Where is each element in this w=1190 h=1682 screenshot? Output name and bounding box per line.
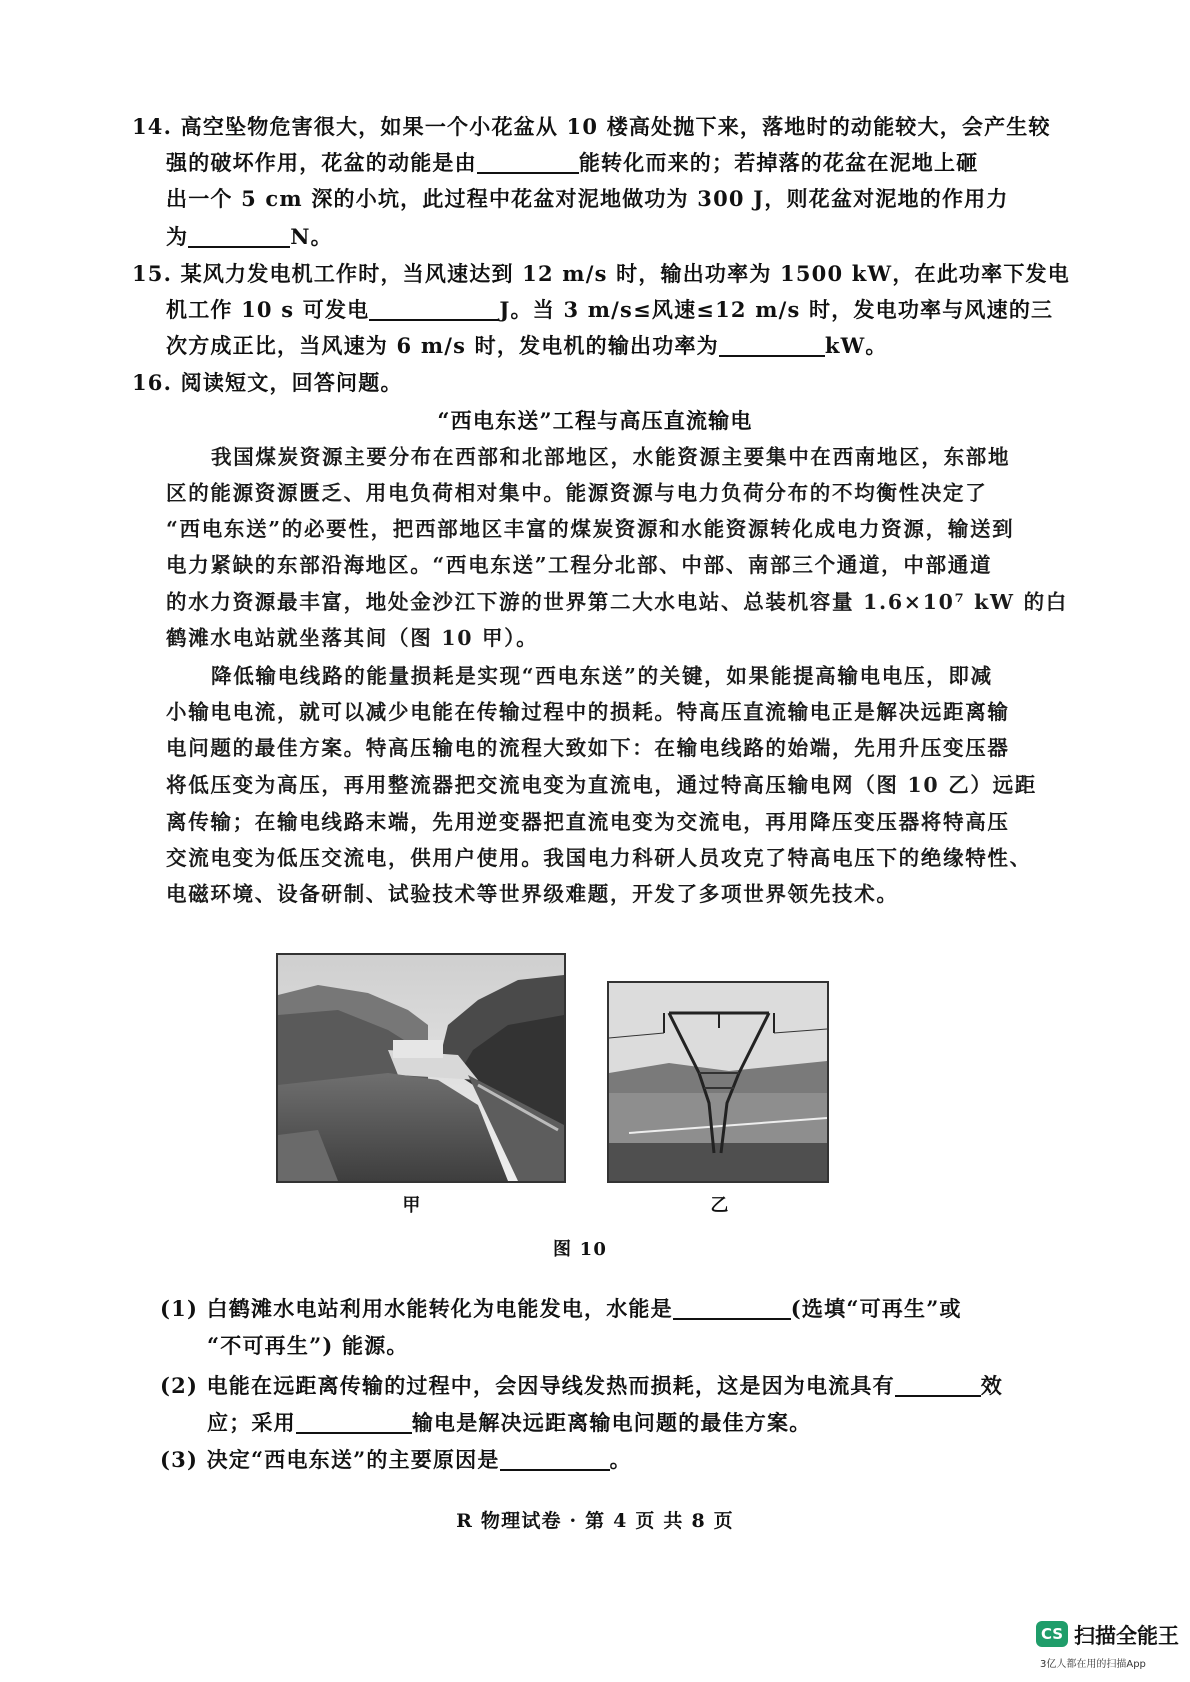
q15-line-1: 15. 某风力发电机工作时，当风速达到 12 m/s 时，输出功率为 1500 kW，在此功率下发电 [132, 261, 1070, 286]
q15-line-3 [166, 331, 888, 361]
p2-line: 降低输电线路的能量损耗是实现“西电东送”的关键，如果能提高输电电压，即减 [211, 664, 993, 688]
dam-photo [276, 953, 566, 1183]
p1-line: 区的能源资源匮乏、用电负荷相对集中。能源资源与电力负荷分布的不均衡性决定了 [166, 481, 988, 505]
sub2-answer-blank-1[interactable] [895, 1394, 981, 1397]
power-tower-photo [607, 981, 829, 1183]
sub2-text: 应；采用 [207, 1410, 296, 1435]
q15-text: J。当 3 m/s≤风速≤12 m/s 时，发电功率与风速的三 [499, 297, 1054, 322]
p1-line: 的水力资源最丰富，地处金沙江下游的世界第二大水电站、总装机容量 1.6×10⁷ kW 的白 [166, 590, 1068, 614]
p1-line: 我国煤炭资源主要分布在西部和北部地区，水能资源主要集中在西南地区，东部地 [211, 445, 1011, 469]
sub-question-2-cont [207, 1408, 811, 1438]
q14-line-2 [166, 148, 978, 178]
sub1-answer-blank[interactable] [673, 1317, 791, 1320]
dam-photo-svg [278, 955, 564, 1181]
q14-text: 能转化而来的；若掉落的花盆在泥地上砸 [578, 150, 979, 175]
q14-line-4 [166, 222, 333, 252]
p2-line: 电问题的最佳方案。特高压输电的流程大致如下：在输电线路的始端，先用升压变压器 [166, 736, 1010, 760]
q14-line-3: 出一个 5 cm 深的小坑，此过程中花盆对泥地做功为 300 J，则花盆对泥地的作用力 [166, 186, 1009, 211]
page-footer: R 物理试卷 · 第 4 页 共 8 页 [456, 1510, 734, 1532]
p1-line: 鹤滩水电站就坐落其间（图 10 甲）。 [166, 626, 539, 650]
watermark-name: 扫描全能王 [1074, 1624, 1179, 1648]
p2-line: 电磁环境、设备研制、试验技术等世界级难题，开发了多项世界领先技术。 [166, 882, 899, 906]
q15-answer-blank-2[interactable] [719, 354, 825, 357]
figure-caption: 图 10 [552, 1239, 608, 1260]
sub3-text: (3) 决定“西电东送”的主要原因是 [160, 1447, 500, 1472]
p1-line: “西电东送”的必要性，把西部地区丰富的煤炭资源和水能资源转化成电力资源，输送到 [166, 517, 1015, 541]
q14-text: N。 [290, 224, 333, 249]
q16-intro: 16. 阅读短文，回答问题。 [132, 370, 403, 395]
power-tower-svg [609, 983, 827, 1181]
sub-question-1 [160, 1294, 962, 1324]
sub-question-1-cont: “不可再生”) 能源。 [207, 1333, 409, 1358]
sub-question-2 [160, 1371, 1003, 1401]
q14-line-1: 14. 高空坠物危害很大，如果一个小花盆从 10 楼高处抛下来，落地时的动能较大，会产生较 [132, 114, 1051, 139]
q15-answer-blank-1[interactable] [369, 318, 499, 321]
sub-question-3 [160, 1445, 632, 1475]
camscanner-logo-icon: CS [1036, 1621, 1068, 1647]
sub1-text: (选填“可再生”或 [790, 1296, 962, 1321]
q14-answer-blank-1[interactable] [477, 171, 579, 174]
q15-text: kW。 [824, 333, 888, 358]
watermark-tagline: 3亿人都在用的扫描App [1040, 1659, 1146, 1670]
figure-label-a: 甲 [402, 1195, 422, 1216]
q15-text: 机工作 10 s 可发电 [166, 297, 370, 322]
p2-line: 小输电电流，就可以减少电能在传输过程中的损耗。特高压直流输电正是解决远距离输 [166, 700, 1010, 724]
q15-line-2 [166, 295, 1053, 325]
p1-line: 电力紧缺的东部沿海地区。“西电东送”工程分北部、中部、南部三个通道，中部通道 [166, 553, 993, 577]
p2-line: 将低压变为高压，再用整流器把交流电变为直流电，通过特高压输电网（图 10 乙）远距 [166, 773, 1037, 797]
sub3-text: 。 [609, 1447, 632, 1472]
q14-answer-blank-2[interactable] [188, 245, 290, 248]
q15-text: 次方成正比，当风速为 6 m/s 时，发电机的输出功率为 [166, 333, 719, 358]
sub2-text: 输电是解决远距离输电问题的最佳方案。 [411, 1410, 812, 1435]
q14-text: 强的破坏作用，花盆的动能是由 [166, 150, 477, 175]
sub3-answer-blank[interactable] [500, 1468, 610, 1471]
sub1-text: (1) 白鹤滩水电站利用水能转化为电能发电，水能是 [160, 1296, 673, 1321]
q14-text: 为 [166, 224, 189, 249]
article-title: “西电东送”工程与高压直流输电 [437, 408, 753, 433]
sub2-answer-blank-2[interactable] [296, 1431, 412, 1434]
figure-label-b: 乙 [710, 1195, 730, 1216]
p2-line: 离传输；在输电线路末端，先用逆变器把直流电变为交流电，再用降压变压器将特高压 [166, 810, 1010, 834]
sub2-text: 效 [980, 1373, 1003, 1398]
sub2-text: (2) 电能在远距离传输的过程中，会因导线发热而损耗，这是因为电流具有 [160, 1373, 895, 1398]
p2-line: 交流电变为低压交流电，供用户使用。我国电力科研人员攻克了特高电压下的绝缘特性、 [166, 846, 1032, 870]
